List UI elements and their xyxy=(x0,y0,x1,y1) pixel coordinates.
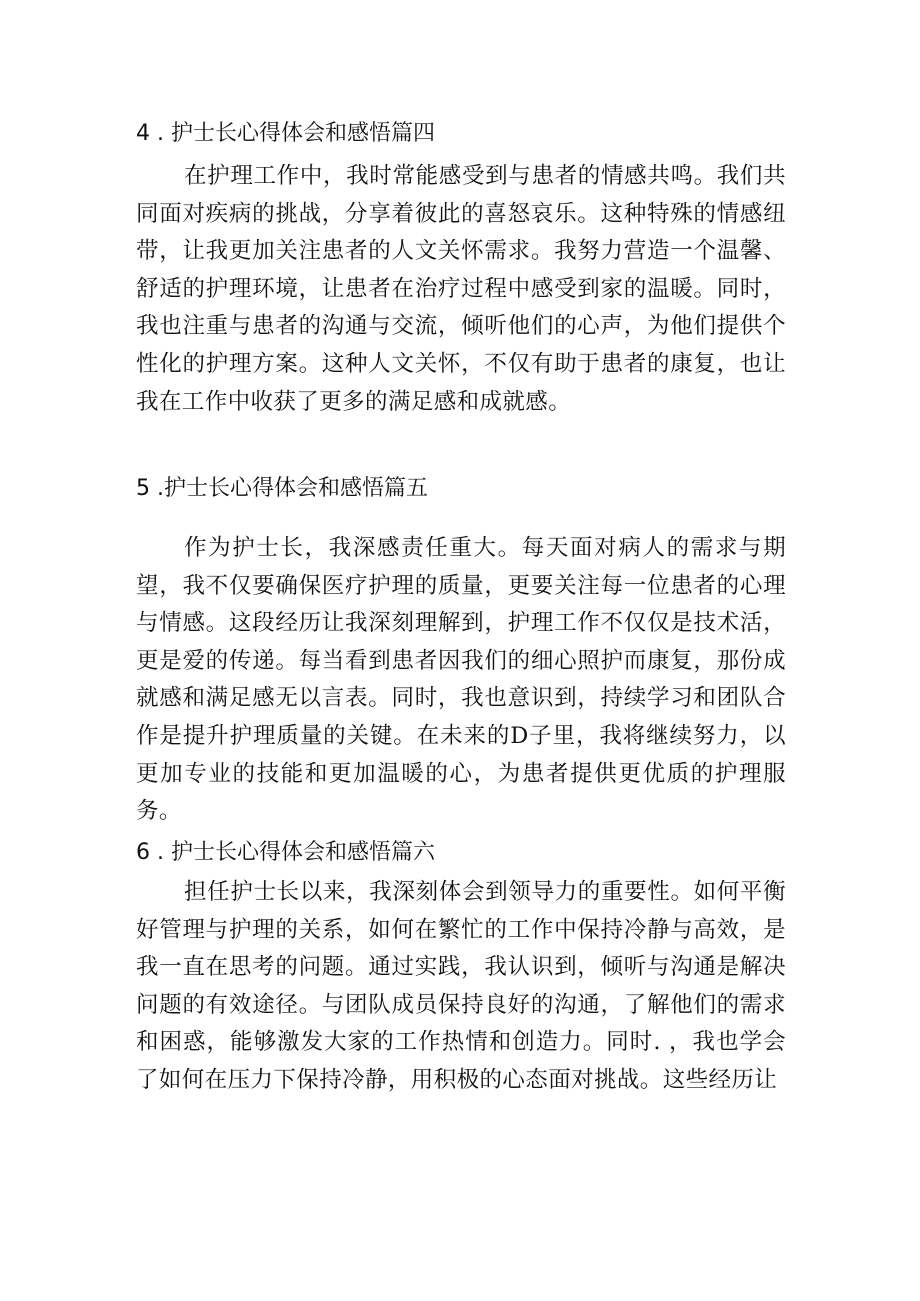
section-paragraph-5: 作为护士长，我深感责任重大。每天面对病人的需求与期望，我不仅要确保医疗护理的质量，更要关注每一位患者的心理与情感。这段经历让我深刻理解到，护理工作不仅仅是技术活，更是爱的传递。每当看到患者因我们的细心照护而康复，那份成就感和满足感无以言表。同时，我也意识到，持续学习和团队合作是提升护理质量的关键。在未来的D子里，我将继续努力，以更加专业的技能和更加温暖的心，为患者提供更优质的护理服务。 xyxy=(136,535,786,825)
section-heading-4: 4 . 护士长心得体会和感悟篇四 xyxy=(136,121,435,146)
section-heading-6: 6 . 护士长心得体会和感悟篇六 xyxy=(136,840,435,865)
section-heading-5: 5 .护士长心得体会和感悟篇五 xyxy=(136,476,428,501)
section-paragraph-4: 在护理工作中，我时常能感受到与患者的情感共鸣。我们共同面对疾病的挑战，分享着彼此的喜怒哀乐。这种特殊的情感纽带，让我更加关注患者的人文关怀需求。我努力营造一个温馨、舒适的护理环境，让患者在治疗过程中感受到家的温暖。同时，我也注重与患者的沟通与交流，倾听他们的心声，为他们提供个性化的护理方案。这种人文关怀，不仅有助于患者的康复，也让我在工作中收获了更多的满足感和成就感。 xyxy=(136,163,786,415)
section-paragraph-6: 担任护士长以来，我深刻体会到领导力的重要性。如何平衡好管理与护理的关系，如何在繁忙的工作中保持冷静与高效，是我一直在思考的问题。通过实践，我认识到，倾听与沟通是解决问题的有效途径。与团队成员保持良好的沟通，了解他们的需求和困惑，能够激发大家的工作热情和创造力。同时. ，我也学会了如何在压力下保持冷静，用积极的心态面对挑战。这些经历让 xyxy=(136,879,786,1093)
